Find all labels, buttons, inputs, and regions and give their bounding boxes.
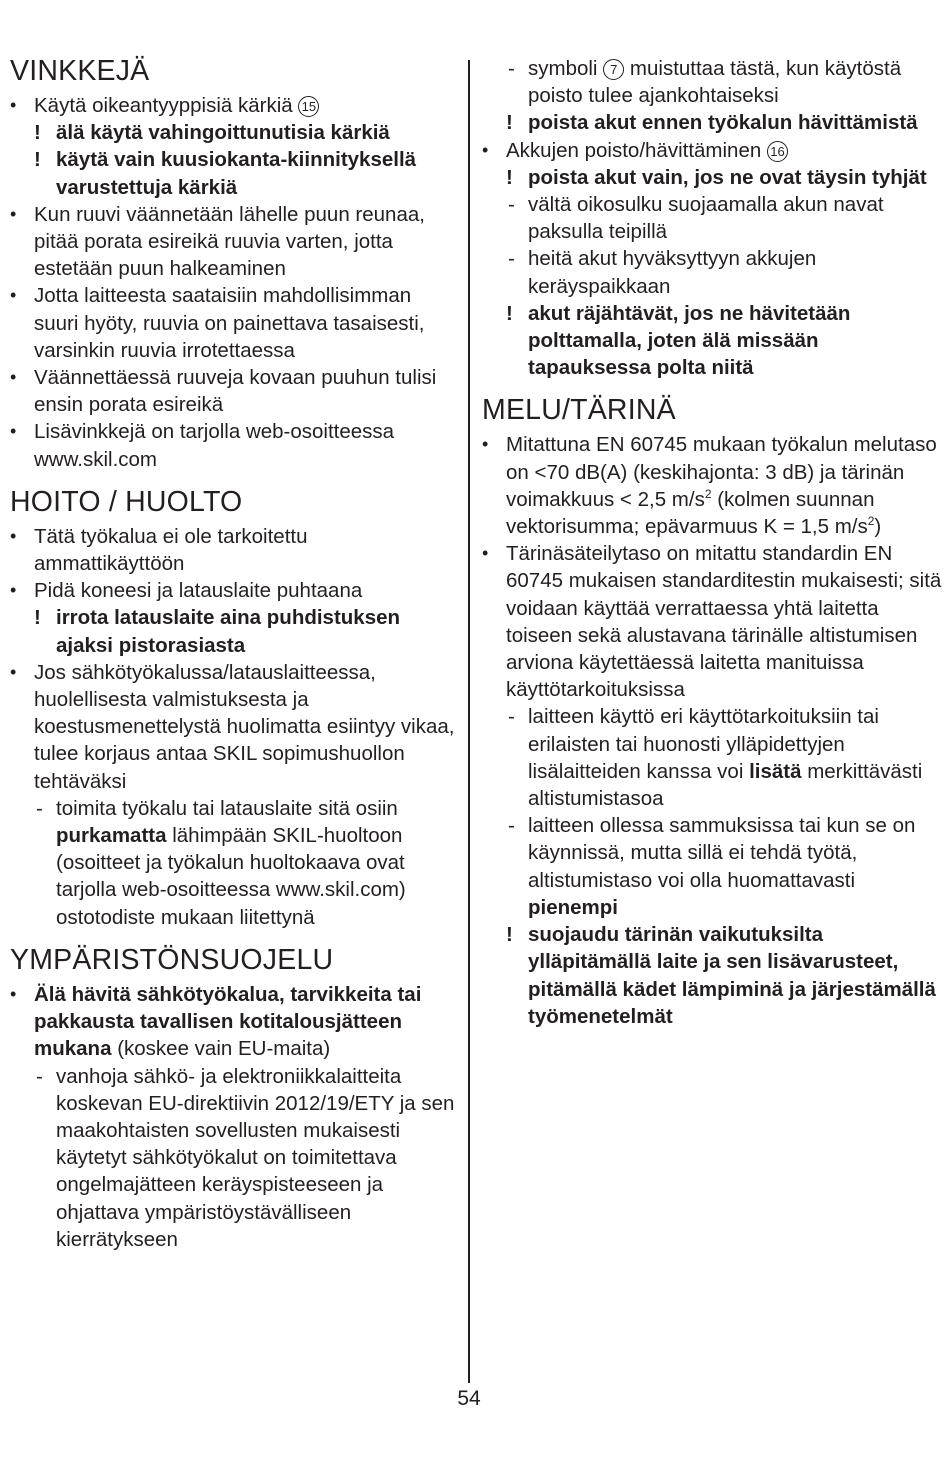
warning-item	[482, 921, 942, 1030]
dash-marker: -	[508, 705, 515, 729]
right-column	[482, 0, 942, 1030]
list-item-text: (koskee vain EU-maita)	[117, 1037, 331, 1061]
dash-marker: -	[508, 193, 515, 217]
dash-marker: -	[508, 247, 515, 271]
warning-text: akut räjähtävät, jos ne hävitetään polttamalla, joten älä missään tapauksessa polta niitä	[528, 301, 851, 380]
section-heading-vinkkeja: VINKKEJÄ	[10, 55, 150, 87]
list-item	[482, 137, 942, 164]
list-item	[482, 431, 942, 540]
list-item-text: Tätä työkalua ei ole tarkoitettu ammattikäyttöön	[34, 524, 308, 576]
bullet-marker: •	[482, 139, 489, 160]
list-item	[10, 201, 456, 283]
dash-item-text: vältä oikosulku suojaamalla akun navat paksulla teipillä	[528, 193, 884, 244]
warning-marker: !	[34, 148, 41, 172]
list-item	[10, 364, 456, 418]
warning-item	[482, 300, 942, 382]
dash-marker: -	[508, 57, 515, 80]
warning-marker: !	[506, 301, 513, 325]
list-item	[10, 523, 456, 577]
section-heading-ymparisto: YMPÄRISTÖNSUOJELU	[10, 943, 334, 976]
bullet-marker: •	[10, 367, 17, 388]
dash-item	[10, 904, 456, 931]
bullet-marker: •	[10, 285, 17, 306]
warning-text: käytä vain kuusiokanta-kiinnityksellä varustettuja kärkiä	[56, 148, 417, 199]
warning-text: suojaudu tärinän vaikutuksilta ylläpitämällä laite ja sen lisävarusteet, pitämällä kädet lämpiminä ja järjestämällä työmenetelmät	[528, 923, 936, 1028]
list-item-text: Akkujen poisto/hävittäminen	[506, 138, 762, 162]
dash-item-text: merkittävästi altistumistasoa	[528, 759, 923, 811]
list-item-text: Käytä oikeantyyppisiä kärkiä	[34, 94, 293, 117]
list-item	[10, 981, 456, 1063]
dash-item-text: lähimpään SKIL-huoltoon (osoitteet ja työkalun huoltokaava ovat tarjolla web-osoitteessa www.skil.com)	[56, 824, 406, 902]
page-number: 54	[457, 1387, 481, 1410]
circled-reference-number: 7	[603, 59, 624, 80]
warning-item	[10, 146, 456, 200]
list-item-text: Lisävinkkejä on tarjolla web-osoitteessa www.skil.com	[34, 420, 395, 471]
bullet-marker: •	[10, 421, 17, 442]
warning-text: irrota latauslaite aina puhdistuksen ajaksi pistorasiasta	[56, 606, 401, 657]
dash-item	[482, 812, 942, 921]
circled-reference-number: 16	[767, 141, 788, 162]
warning-marker: !	[34, 606, 41, 630]
list-item-text: Jotta laitteesta saataisiin mahdollisimman suuri hyöty, ruuvia on painettava tasaisesti, varsinkin ruuvia irrotettaessa	[34, 284, 425, 362]
bullet-marker: •	[10, 661, 17, 682]
dash-item-text: ostotodiste mukaan liitettynä	[56, 905, 315, 929]
list-item-text: (kolmen suunnan vektorisumma; epävarmuus K = 1,5 m/s	[506, 487, 875, 539]
list-item	[482, 540, 942, 703]
dash-item-text: muistuttaa tästä, kun käytöstä poisto tulee ajankohtaiseksi	[528, 57, 902, 108]
list-item	[10, 659, 456, 795]
list-item-emphasis: Älä hävitä sähkötyökalua, tarvikkeita tai pakkausta tavallisen kotitalousjätteen mukana	[34, 982, 422, 1061]
dash-marker: -	[36, 796, 43, 820]
list-item	[10, 92, 456, 119]
dash-item	[482, 191, 942, 245]
list-item	[10, 282, 456, 364]
warning-marker: !	[506, 111, 513, 135]
dash-item	[482, 245, 942, 299]
list-item-text: Mitattuna EN 60745 mukaan työkalun melutaso on <70 dB(A) (keskihajonta: 3 dB) ja tärinän voimakkuus < 2,5 m/s	[506, 433, 937, 511]
bullet-marker: •	[482, 543, 489, 564]
dash-item-text: laitteen ollessa sammuksissa tai kun se on käynnissä, mutta sillä ei tehdä työtä, altistumistaso voi olla huomattavasti	[528, 814, 916, 892]
superscript: 2	[867, 514, 875, 529]
dash-item-text: toimita työkalu tai latauslaite sitä osiin	[56, 796, 398, 820]
warning-text: poista akut vain, jos ne ovat täysin tyhjät	[528, 165, 927, 189]
dash-item-text: vanhoja sähkö- ja elektroniikkalaitteita koskevan EU-direktiivin 2012/19/ETY ja sen maakohtaisten sovellusten mukaisesti käytetyt sähkötyökalut on toimitettava ongelmajätteen keräyspisteeseen ja ohjattava ympäristöystävälliseen kierrätykseen	[56, 1064, 455, 1251]
dash-item-emphasis: pienempi	[528, 895, 618, 919]
list-item-text: )	[874, 515, 882, 539]
left-column	[10, 0, 456, 1253]
warning-item	[482, 109, 942, 136]
dash-item	[482, 55, 942, 109]
bullet-marker: •	[10, 203, 17, 224]
dash-item	[10, 795, 456, 904]
list-item	[10, 418, 456, 472]
warning-marker: !	[34, 121, 41, 145]
dash-item-emphasis: lisätä	[749, 759, 802, 783]
warning-item	[10, 119, 456, 146]
warning-item	[482, 164, 942, 191]
bullet-marker: •	[10, 95, 17, 115]
list-item-text: Tärinäsäteilytaso on mitattu standardin EN 60745 mukaisen standarditestin mukaisesti; sitä voidaan käyttää verrattaessa yhtä laitetta toiseen sekä alustavana tärinälle altistumisen arviona käytettäessä laitetta manituissa käyttötarkoituksissa	[506, 542, 942, 702]
warning-text: poista akut ennen työkalun hävittämistä	[528, 111, 918, 135]
circled-reference-number: 15	[298, 96, 319, 117]
dash-item-text: laitteen käyttö eri käyttötarkoituksiin tai erilaisten tai huonosti ylläpidettyjen lisälaitteiden kanssa voi	[528, 705, 879, 783]
warning-marker: !	[506, 923, 513, 947]
column-divider	[468, 60, 470, 1383]
warning-text: älä käytä vahingoittunutisia kärkiä	[56, 121, 390, 145]
dash-item-text: symboli	[528, 57, 598, 80]
bullet-marker: •	[10, 580, 17, 601]
dash-item	[482, 703, 942, 812]
warning-marker: !	[506, 165, 513, 189]
list-item-text: Pidä koneesi ja latauslaite puhtaana	[34, 579, 363, 603]
list-item-text: Kun ruuvi väännetään lähelle puun reunaa, pitää porata esireikä ruuvia varten, jotta estetään puun halkeaminen	[34, 202, 425, 281]
superscript: 2	[704, 486, 712, 501]
bullet-marker: •	[482, 434, 489, 455]
bullet-marker: •	[10, 525, 17, 546]
bullet-marker: •	[10, 983, 17, 1004]
list-item-text: Jos sähkötyökalussa/latauslaitteessa, huolellisesta valmistuksesta ja koestusmenettelystä huolimatta esiintyy vikaa, tulee korjaus antaa SKIL sopimushuollon tehtäväksi	[34, 660, 455, 793]
dash-marker: -	[508, 814, 515, 838]
dash-marker: -	[36, 1064, 43, 1088]
section-heading-hoito: HOITO / HUOLTO	[10, 485, 243, 518]
dash-item-emphasis: purkamatta	[56, 824, 167, 848]
dash-item-text: heitä akut hyväksyttyyn akkujen keräyspaikkaan	[528, 247, 817, 298]
dash-item	[10, 1063, 456, 1253]
warning-item	[10, 604, 456, 658]
list-item-text: Väännettäessä ruuveja kovaan puuhun tulisi ensin porata esireikä	[34, 366, 437, 417]
section-heading-melu: MELU/TÄRINÄ	[482, 394, 676, 427]
list-item	[10, 577, 456, 604]
